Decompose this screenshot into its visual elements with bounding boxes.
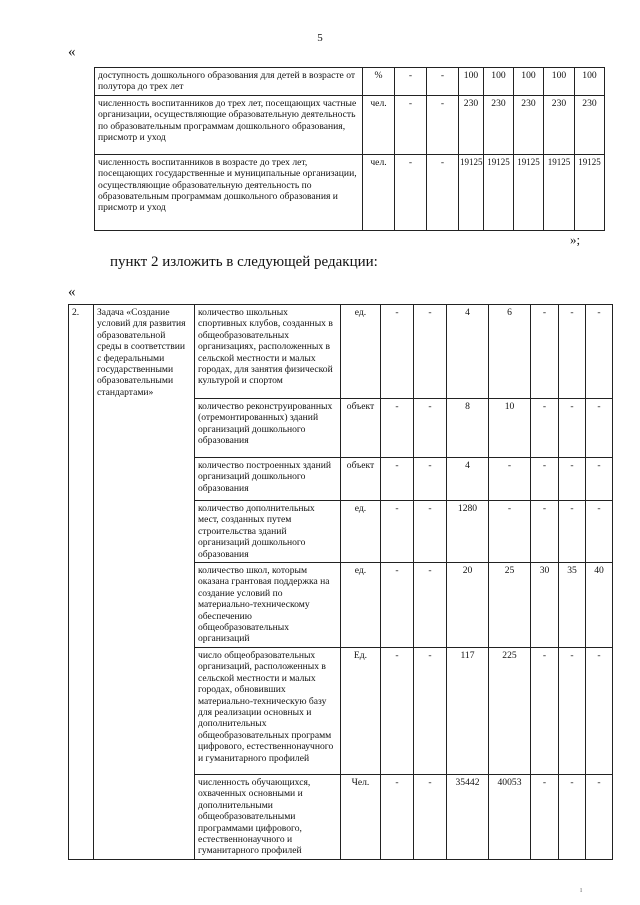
value-cell: -	[559, 399, 586, 458]
value-cell: 19125	[459, 154, 484, 230]
table-row	[95, 154, 605, 230]
open-quote-2: «	[68, 284, 76, 300]
value-cell: -	[395, 154, 427, 230]
value-cell: 8	[447, 399, 489, 458]
value-cell: -	[414, 647, 447, 774]
value-cell: -	[559, 647, 586, 774]
value-cell: -	[427, 68, 459, 96]
value-cell: 25	[489, 563, 531, 648]
value-cell: 100	[514, 68, 544, 96]
value-cell: 30	[531, 563, 559, 648]
unit-cell: чел.	[363, 95, 395, 154]
value-cell: -	[414, 563, 447, 648]
indicator-cell: количество школьных спортивных клубов, созданных в общеобразовательных организациях, расположенных в сельской местности и малых городах, для занятия физической культурой и спортом	[195, 305, 341, 399]
value-cell: -	[381, 563, 414, 648]
page-number: 5	[317, 32, 323, 44]
value-cell: -	[586, 647, 613, 774]
value-cell: -	[531, 647, 559, 774]
value-cell: -	[586, 458, 613, 501]
value-cell: 230	[544, 95, 575, 154]
value-cell: -	[381, 647, 414, 774]
indicator-cell: количество дополнительных мест, созданных путем строительства зданий организаций дошкольного образования	[195, 501, 341, 563]
value-cell: 19125	[575, 154, 605, 230]
value-cell: -	[559, 774, 586, 859]
value-cell: -	[559, 458, 586, 501]
value-cell: -	[427, 154, 459, 230]
value-cell: 230	[459, 95, 484, 154]
value-cell: 225	[489, 647, 531, 774]
unit-cell: Ед.	[341, 647, 381, 774]
value-cell: -	[531, 458, 559, 501]
unit-cell: %	[363, 68, 395, 96]
value-cell: 19125	[484, 154, 514, 230]
value-cell: 117	[447, 647, 489, 774]
value-cell: 19125	[544, 154, 575, 230]
value-cell: 100	[459, 68, 484, 96]
indicator-cell: численность воспитанников в возрасте до трех лет, посещающих государственные и муниципальные организации, осуществляющие образовательную деятельность по образовательным программам дошкольного образования и присмотр и уход	[95, 154, 363, 230]
indicator-cell: количество школ, которым оказана грантовая поддержка на создание условий по материально-техническому обеспечению общеобразовательных организаций	[195, 563, 341, 648]
value-cell: -	[395, 95, 427, 154]
value-cell: -	[414, 305, 447, 399]
value-cell: -	[586, 501, 613, 563]
value-cell: 20	[447, 563, 489, 648]
unit-cell: ед.	[341, 501, 381, 563]
close-quote: »;	[570, 232, 581, 247]
table-row	[95, 68, 605, 96]
indicators-table	[68, 304, 613, 860]
value-cell: 230	[484, 95, 514, 154]
value-cell: 100	[484, 68, 514, 96]
value-cell: 35	[559, 563, 586, 648]
open-quote-1: «	[68, 44, 76, 60]
indicator-cell: число общеобразовательных организаций, расположенных в сельской местности и малых городах, обновивших материально-техническую базу для реализации основных и дополнительных общеобразовательных программ цифрового, естественнонаучного и гуманитарного профилей	[195, 647, 341, 774]
value-cell: -	[381, 774, 414, 859]
unit-cell: Чел.	[341, 774, 381, 859]
value-cell: -	[414, 458, 447, 501]
value-cell: -	[381, 399, 414, 458]
value-cell: -	[414, 774, 447, 859]
value-cell: 4	[447, 305, 489, 399]
indicator-cell: численность обучающихся, охваченных основными и дополнительными общеобразовательными программами цифрового, естественнонаучного и гуманитарного профилей	[195, 774, 341, 859]
value-cell: 10	[489, 399, 531, 458]
value-cell: -	[586, 399, 613, 458]
value-cell: 19125	[514, 154, 544, 230]
task-cell: Задача «Создание условий для развития образовательной среды в соответствии с федеральными государственными образовательными стандартами»	[94, 305, 195, 860]
value-cell: -	[531, 774, 559, 859]
value-cell: 40053	[489, 774, 531, 859]
value-cell: -	[559, 305, 586, 399]
value-cell: -	[414, 399, 447, 458]
value-cell: -	[531, 305, 559, 399]
value-cell: -	[489, 458, 531, 501]
value-cell: 35442	[447, 774, 489, 859]
row-number-cell: 2.	[69, 305, 94, 860]
indicators-table-continued	[94, 67, 605, 231]
unit-cell: ед.	[341, 563, 381, 648]
value-cell: -	[586, 774, 613, 859]
corner-mark: ı	[580, 885, 583, 894]
unit-cell: объект	[341, 399, 381, 458]
value-cell: -	[427, 95, 459, 154]
value-cell: -	[586, 305, 613, 399]
table-row	[69, 305, 613, 399]
value-cell: 4	[447, 458, 489, 501]
value-cell: 40	[586, 563, 613, 648]
indicator-cell: доступность дошкольного образования для детей в возрасте от полутора до трех лет	[95, 68, 363, 96]
value-cell: -	[381, 501, 414, 563]
value-cell: 100	[575, 68, 605, 96]
value-cell: -	[381, 305, 414, 399]
unit-cell: объект	[341, 458, 381, 501]
unit-cell: чел.	[363, 154, 395, 230]
value-cell: -	[531, 399, 559, 458]
indicator-cell: количество реконструированных (отремонтированных) зданий организаций дошкольного образования	[195, 399, 341, 458]
value-cell: 230	[575, 95, 605, 154]
value-cell: -	[559, 501, 586, 563]
unit-cell: ед.	[341, 305, 381, 399]
table-row	[95, 95, 605, 154]
value-cell: 6	[489, 305, 531, 399]
indicator-cell: количество построенных зданий организаций дошкольного образования	[195, 458, 341, 501]
value-cell: 100	[544, 68, 575, 96]
section-heading: пункт 2 изложить в следующей редакции:	[110, 254, 378, 270]
indicator-cell: численность воспитанников до трех лет, посещающих частные организации, осуществляющие образовательную деятельность по образовательным программам дошкольного образования, присмотр и уход	[95, 95, 363, 154]
value-cell: 230	[514, 95, 544, 154]
value-cell: -	[381, 458, 414, 501]
value-cell: -	[489, 501, 531, 563]
value-cell: -	[414, 501, 447, 563]
value-cell: -	[531, 501, 559, 563]
value-cell: 1280	[447, 501, 489, 563]
value-cell: -	[395, 68, 427, 96]
